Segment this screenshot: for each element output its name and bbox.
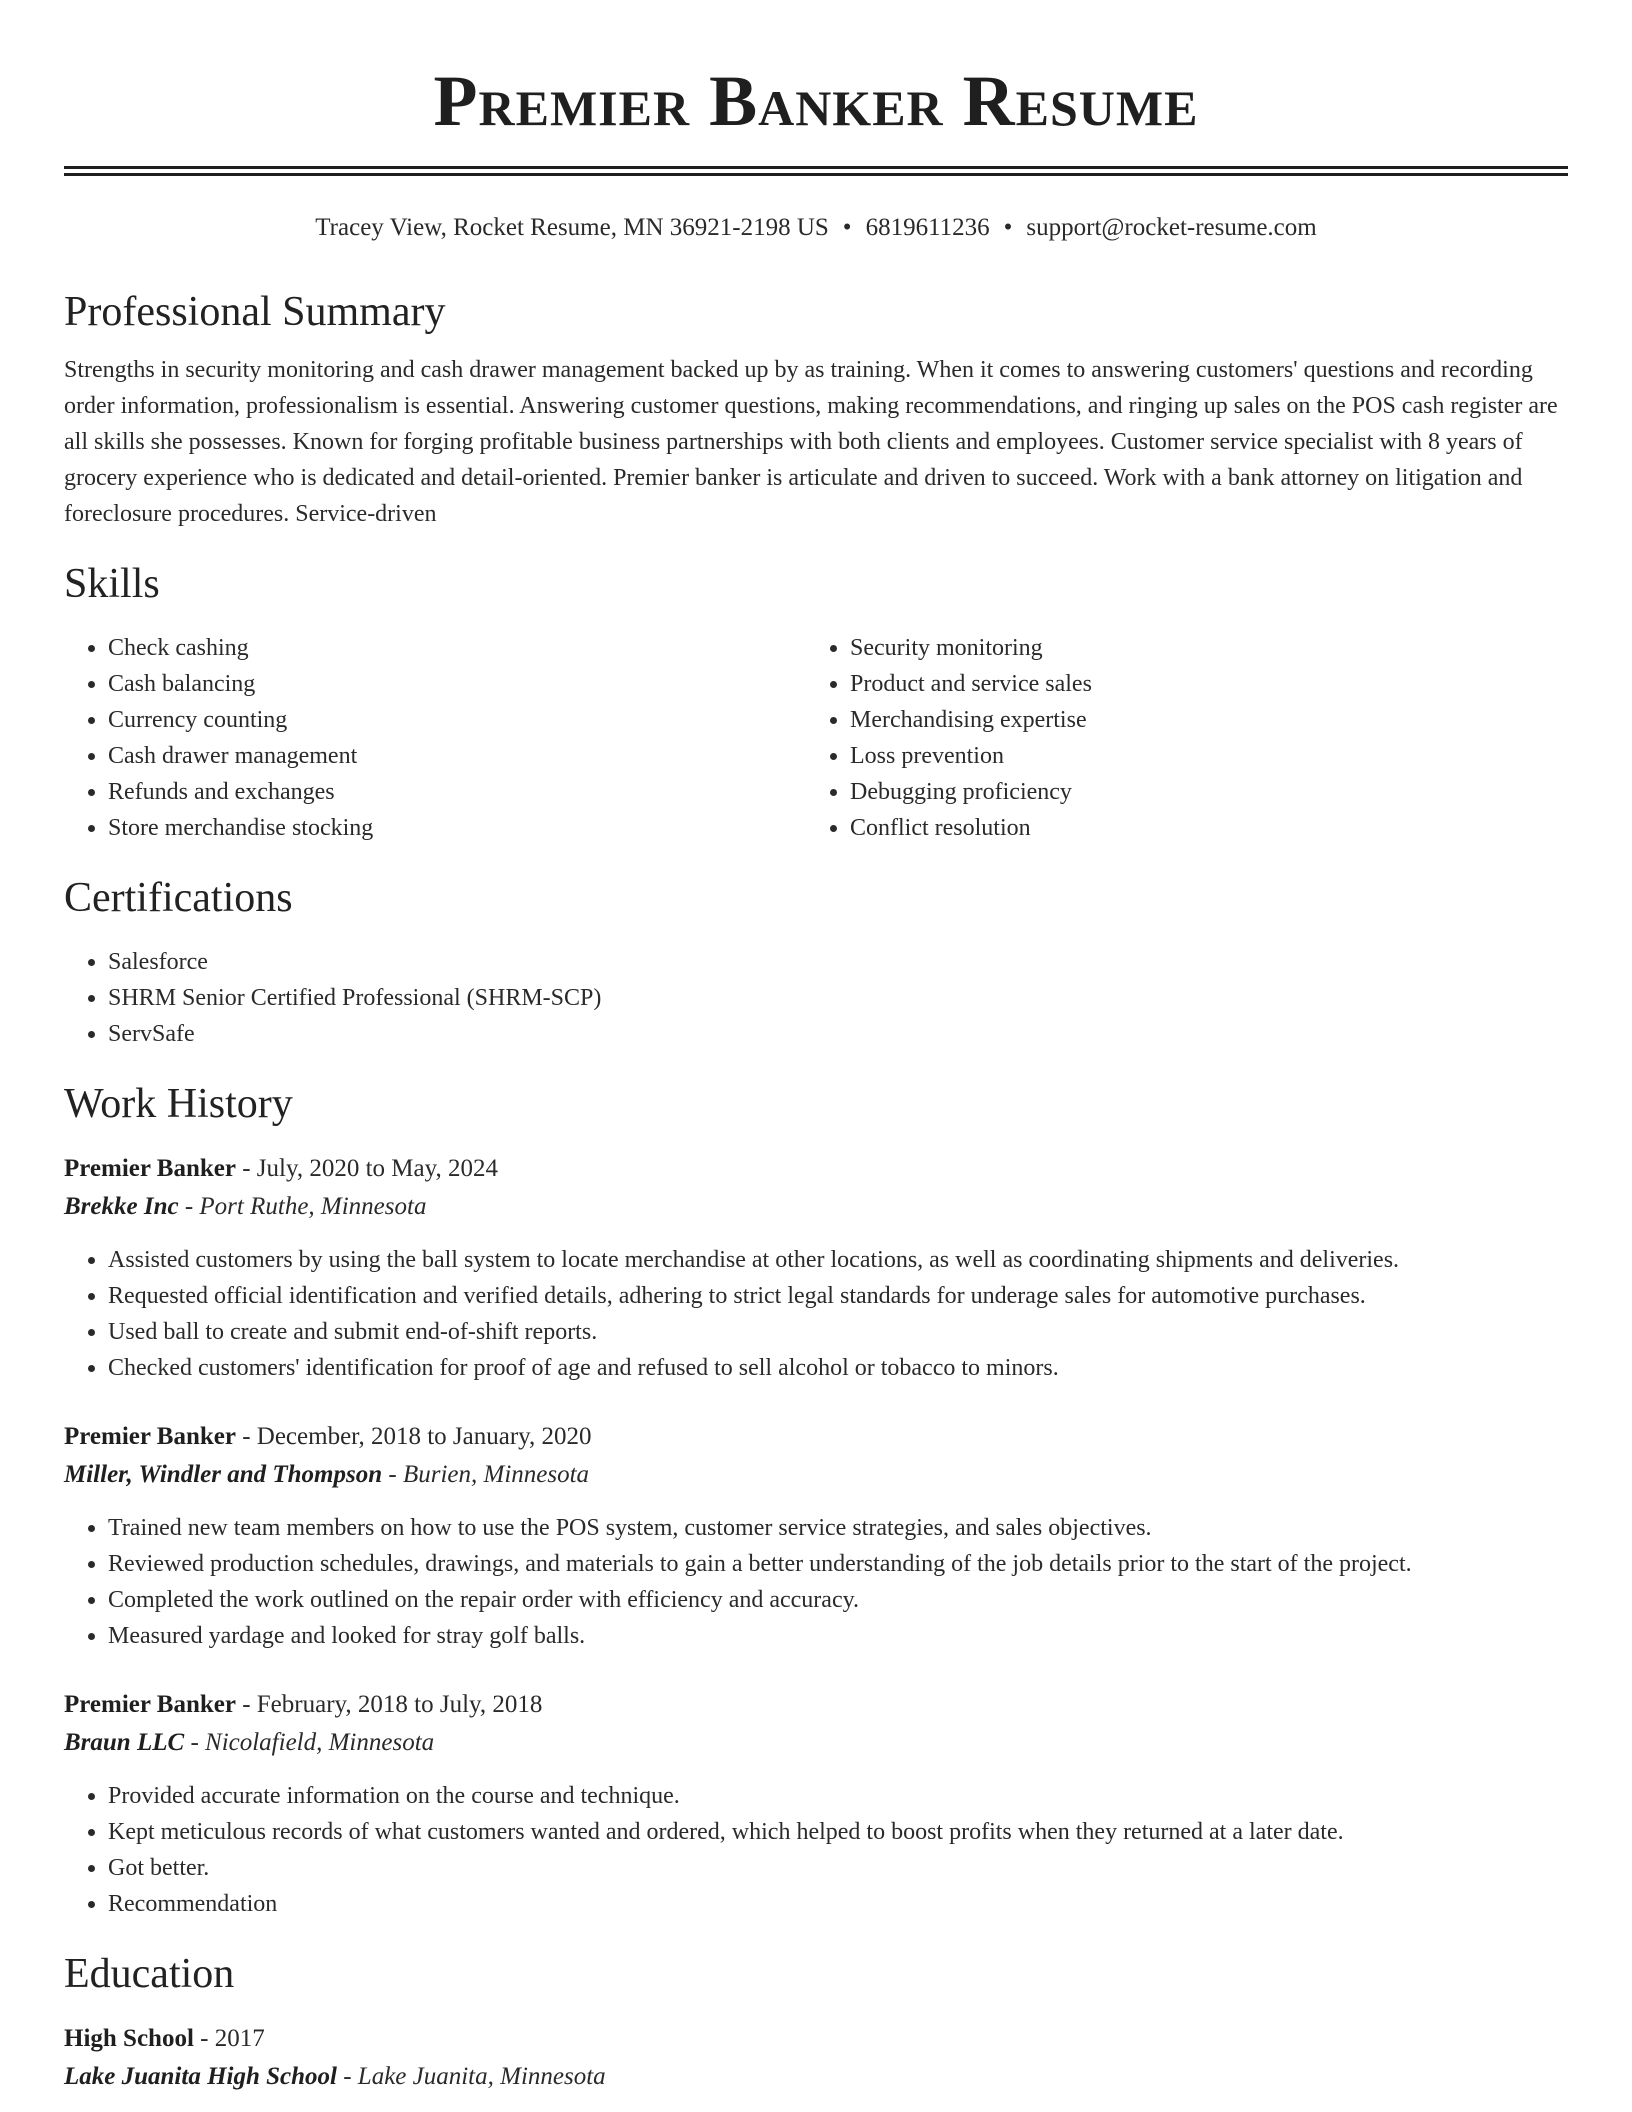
contact-email: support@rocket-resume.com [1026,214,1317,241]
job-bullet: • Kept meticulous records of what customers wanted and ordered, which helped to boost profits when they returned at a later date. [108,1814,1568,1850]
job-title: Premier Banker [64,1691,236,1718]
job-dates: - July, 2020 to May, 2024 [242,1155,498,1182]
job-bullet: • Requested official identification and verified details, adhering to strict legal standards for underage sales for automotive purchases. [108,1278,1568,1314]
job-bullet: • Got better. [108,1850,1568,1886]
job-dates: - February, 2018 to July, 2018 [242,1691,543,1718]
skill-item: • Currency counting [108,702,806,738]
job-bullets [64,1778,1568,1922]
certifications-list [64,944,1568,1052]
contact-phone: 6819611236 [865,214,990,241]
skills-list-left [64,630,806,846]
job-entry [64,1686,1568,1922]
job-company-line [64,1188,1568,1226]
contact-line [64,212,1568,244]
work-history-section [64,1078,1568,1922]
job-company: Miller, Windler and Thompson [64,1461,383,1488]
skill-item: • Security monitoring [850,630,1548,666]
job-header [64,1150,1568,1188]
job-bullet: • Reviewed production schedules, drawings, and materials to gain a better understanding of the job details prior to the start of the project. [108,1546,1568,1582]
work-history-heading: Work History [64,1081,293,1127]
job-company-line [64,1456,1568,1494]
skill-item: • Conflict resolution [850,810,1548,846]
certifications-section [64,872,1568,1052]
job-bullet: • Checked customers' identification for proof of age and refused to sell alcohol or tobacco to minors. [108,1350,1568,1386]
skill-item: • Store merchandise stocking [108,810,806,846]
job-header [64,1686,1568,1724]
job-company: Brekke Inc [64,1193,179,1220]
job-bullet: • Recommendation [108,1886,1568,1922]
education-year: - 2017 [200,2025,265,2052]
summary-text: Strengths in security monitoring and cash drawer management backed up by as training. When it comes to answering customers' questions and recording order information, professionalism is essential. Answering customer questions, making recommendations, and ringing up sales on the POS cash register are all skills she possesses. Known for forging profitable business partnerships with both clients and employees. Customer service specialist with 8 years of grocery experience who is dedicated and detail-oriented. Premier banker is articulate and driven to succeed. Work with a bank attorney on litigation and foreclosure procedures. Service-driven [64,357,1558,527]
education-header [64,2020,1568,2058]
job-bullet: • Used ball to create and submit end-of-shift reports. [108,1314,1568,1350]
job-dates: - December, 2018 to January, 2020 [242,1423,592,1450]
skill-item: • Merchandising expertise [850,702,1548,738]
job-location: - Nicolafield, Minnesota [190,1729,435,1756]
education-heading: Education [64,1951,235,1997]
certification-item: • SHRM Senior Certified Professional (SHRM-SCP) [108,980,1568,1016]
education-section [64,1948,1568,2096]
skills-grid [64,630,1568,846]
job-title: Premier Banker [64,1423,236,1450]
skill-item: • Refunds and exchanges [108,774,806,810]
skill-item: • Check cashing [108,630,806,666]
skills-column-left [64,630,806,846]
skill-item: • Product and service sales [850,666,1548,702]
skills-column-right [806,630,1548,846]
education-degree: High School [64,2025,194,2052]
job-bullets [64,1510,1568,1654]
job-entry [64,1418,1568,1654]
skill-item: • Loss prevention [850,738,1548,774]
skill-item: • Debugging proficiency [850,774,1548,810]
job-title: Premier Banker [64,1155,236,1182]
job-bullet: • Assisted customers by using the ball system to locate merchandise at other locations, as well as coordinating shipments and deliveries. [108,1242,1568,1278]
education-entry [64,2020,1568,2096]
job-bullet: • Measured yardage and looked for stray golf balls. [108,1618,1568,1654]
skills-heading: Skills [64,561,160,607]
skills-section [64,558,1568,846]
job-header [64,1418,1568,1456]
job-location: - Port Ruthe, Minnesota [184,1193,427,1220]
skills-list-right [806,630,1548,846]
contact-separator: • [842,214,852,241]
job-bullet: • Completed the work outlined on the repair order with efficiency and accuracy. [108,1582,1568,1618]
job-bullets [64,1242,1568,1386]
job-company-line [64,1724,1568,1762]
contact-separator: • [1003,214,1013,241]
certifications-heading: Certifications [64,875,293,921]
education-school: Lake Juanita High School [64,2063,337,2090]
skill-item: • Cash drawer management [108,738,806,774]
summary-section [64,286,1568,532]
education-school-line [64,2058,1568,2096]
job-entry [64,1150,1568,1386]
summary-heading: Professional Summary [64,289,446,335]
skill-item: • Cash balancing [108,666,806,702]
education-location: - Lake Juanita, Minnesota [343,2063,606,2090]
certification-item: • Salesforce [108,944,1568,980]
job-company: Braun LLC [64,1729,185,1756]
title-divider [64,166,1568,176]
page-title: Premier Banker Resume [433,61,1199,141]
job-location: - Burien, Minnesota [388,1461,590,1488]
certification-item: • ServSafe [108,1016,1568,1052]
contact-address: Tracey View, Rocket Resume, MN 36921-2198 US [315,214,829,241]
job-bullet: • Provided accurate information on the course and technique. [108,1778,1568,1814]
job-bullet: • Trained new team members on how to use the POS system, customer service strategies, and sales objectives. [108,1510,1568,1546]
